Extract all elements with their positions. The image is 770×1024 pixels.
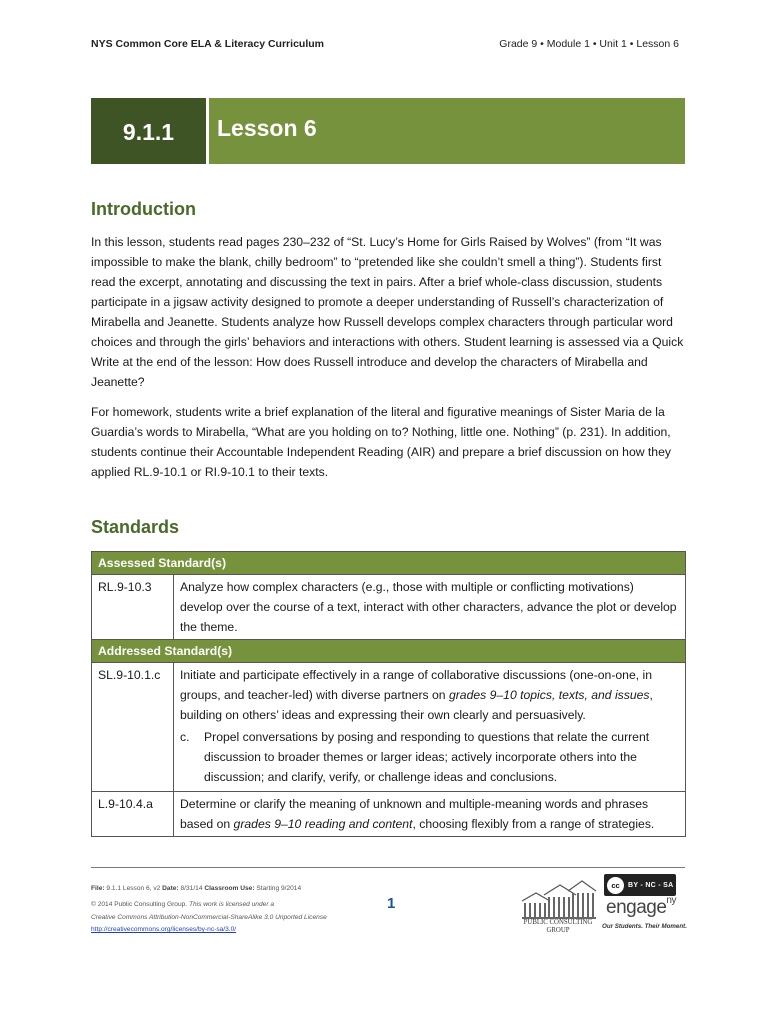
engageny-logo: engage$^{ny}$ bbox=[606, 894, 676, 918]
introduction-heading: Introduction bbox=[91, 199, 196, 219]
pcg-logo-text: PUBLIC CONSULTING GROUP bbox=[523, 919, 593, 934]
license-name: Creative Commons Attribution-NonCommercial-ShareAlike 3.0 Unported License bbox=[91, 914, 327, 921]
table-row bbox=[92, 663, 686, 792]
engageny-tagline: Our Students. Their Moment. bbox=[602, 923, 687, 930]
file-info: File: 9.1.1 Lesson 6, v2 Date: 8/31/14 Classroom Use: Starting 9/2014 bbox=[91, 885, 302, 892]
addressed-standards-header: Addressed Standard(s) bbox=[92, 640, 686, 663]
footer-divider bbox=[91, 867, 685, 868]
table-row bbox=[92, 575, 686, 640]
standard-code: SL.9-10.1.c bbox=[92, 663, 174, 792]
assessed-standards-header: Assessed Standard(s) bbox=[92, 552, 686, 575]
standard-description: Initiate and participate effectively in a range of collaborative discussions (one-on-one, in groups, and teacher-led) with diverse partners on grades 9–10 topics, texts, and issues, building on others’ ideas and expressing their own clearly and persuasively. c. Propel conversations by posing and responding to questions that relate the current discussion to broader themes or larger ideas; actively incorporate others into the discussion; and clarify, verify, or challenge ideas and conclusions. bbox=[174, 663, 686, 792]
standards-heading: Standards bbox=[91, 517, 180, 537]
homework-paragraph: For homework, students write a brief explanation of the literal and figurative meanings of Sister Maria de la Guardia’s words to Mirabella, “What are you holding on to? Nothing, little one. Nothing” (p. 231). In addition, students continue their Accountable Independent Reading (AIR) and prepare a brief discussion on how they applied RL.9-10.1 or RI.9-10.1 to their texts. bbox=[91, 405, 671, 479]
standard-code: RL.9-10.3 bbox=[92, 575, 174, 640]
page-number: 1 bbox=[387, 895, 396, 912]
sub-standard-text: Propel conversations by posing and responding to questions that relate the current discussion to broader themes or larger ideas; actively incorporate others into the discussion; and clarify, verify, or challenge ideas and conclusions. bbox=[204, 730, 650, 784]
standard-code: L.9-10.4.a bbox=[92, 792, 174, 837]
lesson-locator: Grade 9 • Module 1 • Unit 1 • Lesson 6 bbox=[499, 38, 679, 50]
license-link[interactable]: http://creativecommons.org/licenses/by-nc-sa/3.0/ bbox=[91, 926, 237, 933]
lesson-title: Lesson 6 bbox=[209, 98, 685, 164]
standard-description: Determine or clarify the meaning of unknown and multiple-meaning words and phrases based on grades 9–10 reading and content, choosing flexibly from a range of strategies. bbox=[174, 792, 686, 837]
sub-standard-marker: c. bbox=[180, 730, 190, 744]
table-row bbox=[92, 792, 686, 837]
standard-description: Analyze how complex characters (e.g., those with multiple or conflicting motivations) develop over the course of a text, interact with other characters, advance the plot or develop the theme. bbox=[174, 575, 686, 640]
cc-icon: cc bbox=[607, 877, 624, 894]
curriculum-header: NYS Common Core ELA & Literacy Curriculum bbox=[91, 38, 324, 50]
standards-table bbox=[91, 551, 686, 837]
lesson-banner bbox=[91, 98, 685, 164]
sub-standard bbox=[180, 727, 677, 789]
cc-license-badge: cc BY - NC - SA bbox=[604, 874, 676, 896]
lesson-number: 9.1.1 bbox=[91, 98, 206, 164]
introduction-paragraph: In this lesson, students read pages 230–232 of “St. Lucy’s Home for Girls Raised by Wolves” (from “It was impossible to make the blank, chilly bedroom” to “pretended like she couldn’t smell a thing”). Students first read the excerpt, annotating and discussing the text in pairs. After a brief whole-class discussion, students participate in a jigsaw activity designed to promote a deeper understanding of Russell’s characterization of Mirabella and Jeanette. Students analyze how Russell develops complex characters through particular word choices and through the girls’ behaviors and interactions with others. Student learning is assessed via a Quick Write at the end of the lesson: How does Russell introduce and develop the characters of Mirabella and Jeanette? bbox=[91, 235, 684, 389]
copyright-notice: © 2014 Public Consulting Group. This work is licensed under a bbox=[91, 901, 275, 908]
